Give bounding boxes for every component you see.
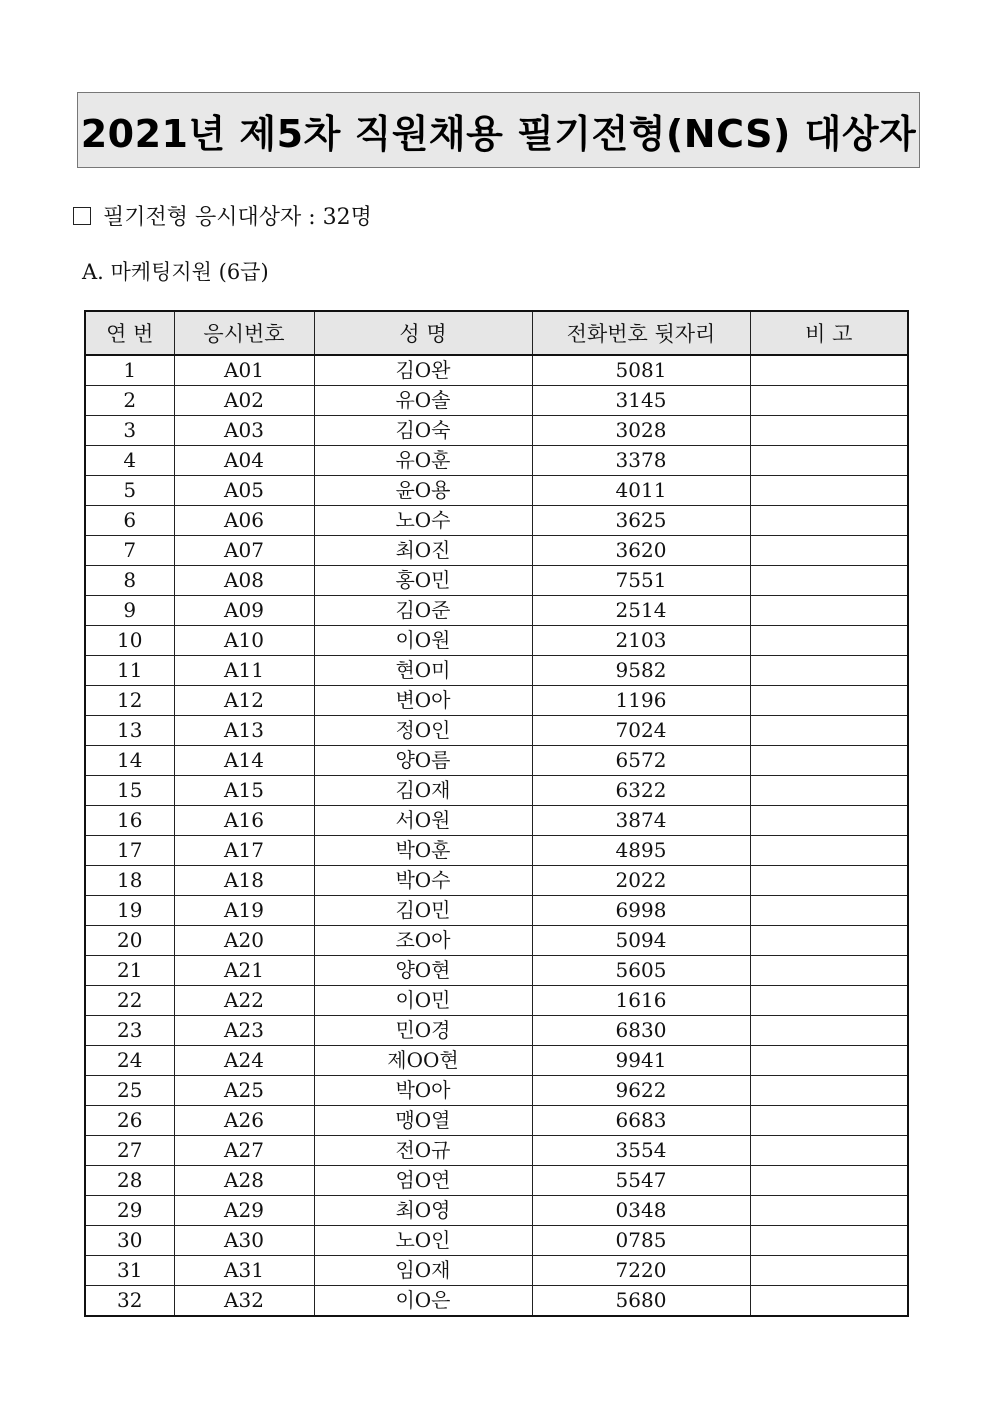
cell-name: 박O훈 <box>314 836 532 866</box>
cell-phone-last-digits: 3620 <box>532 536 750 566</box>
table-row <box>85 446 908 476</box>
cell-serial: 4 <box>85 446 174 476</box>
cell-serial: 19 <box>85 896 174 926</box>
header-phone-last-digits: 전화번호 뒷자리 <box>532 311 750 355</box>
cell-phone-last-digits: 9582 <box>532 656 750 686</box>
cell-phone-last-digits: 3554 <box>532 1136 750 1166</box>
cell-phone-last-digits: 5094 <box>532 926 750 956</box>
cell-remarks <box>750 1226 908 1256</box>
table-row <box>85 1016 908 1046</box>
cell-name: 노O인 <box>314 1226 532 1256</box>
cell-name: 박O수 <box>314 866 532 896</box>
cell-exam-number: A30 <box>174 1226 314 1256</box>
table-row <box>85 656 908 686</box>
cell-remarks <box>750 746 908 776</box>
table-row <box>85 776 908 806</box>
table-row <box>85 355 908 386</box>
cell-serial: 3 <box>85 416 174 446</box>
cell-exam-number: A14 <box>174 746 314 776</box>
cell-phone-last-digits: 5605 <box>532 956 750 986</box>
cell-phone-last-digits: 3145 <box>532 386 750 416</box>
summary-line <box>73 200 372 231</box>
cell-name: 윤O용 <box>314 476 532 506</box>
cell-remarks <box>750 566 908 596</box>
cell-serial: 30 <box>85 1226 174 1256</box>
cell-phone-last-digits: 7551 <box>532 566 750 596</box>
cell-phone-last-digits: 9941 <box>532 1046 750 1076</box>
cell-serial: 15 <box>85 776 174 806</box>
cell-exam-number: A28 <box>174 1166 314 1196</box>
cell-phone-last-digits: 1196 <box>532 686 750 716</box>
cell-phone-last-digits: 6572 <box>532 746 750 776</box>
cell-serial: 29 <box>85 1196 174 1226</box>
candidate-table <box>84 310 909 1317</box>
cell-remarks <box>750 1016 908 1046</box>
cell-serial: 20 <box>85 926 174 956</box>
cell-phone-last-digits: 1616 <box>532 986 750 1016</box>
cell-phone-last-digits: 5547 <box>532 1166 750 1196</box>
table-row <box>85 1256 908 1286</box>
cell-exam-number: A12 <box>174 686 314 716</box>
cell-phone-last-digits: 5680 <box>532 1286 750 1317</box>
cell-exam-number: A29 <box>174 1196 314 1226</box>
cell-exam-number: A27 <box>174 1136 314 1166</box>
table-row <box>85 626 908 656</box>
cell-serial: 23 <box>85 1016 174 1046</box>
cell-exam-number: A10 <box>174 626 314 656</box>
table-row <box>85 1076 908 1106</box>
cell-remarks <box>750 536 908 566</box>
cell-exam-number: A04 <box>174 446 314 476</box>
table-row <box>85 1226 908 1256</box>
cell-phone-last-digits: 4895 <box>532 836 750 866</box>
cell-exam-number: A21 <box>174 956 314 986</box>
cell-serial: 16 <box>85 806 174 836</box>
cell-phone-last-digits: 7024 <box>532 716 750 746</box>
cell-exam-number: A08 <box>174 566 314 596</box>
table-row <box>85 716 908 746</box>
cell-remarks <box>750 926 908 956</box>
cell-exam-number: A17 <box>174 836 314 866</box>
cell-exam-number: A25 <box>174 1076 314 1106</box>
cell-serial: 8 <box>85 566 174 596</box>
cell-name: 양O름 <box>314 746 532 776</box>
cell-exam-number: A09 <box>174 596 314 626</box>
cell-name: 제OO현 <box>314 1046 532 1076</box>
cell-remarks <box>750 956 908 986</box>
cell-serial: 2 <box>85 386 174 416</box>
cell-remarks <box>750 656 908 686</box>
cell-serial: 27 <box>85 1136 174 1166</box>
cell-exam-number: A26 <box>174 1106 314 1136</box>
cell-remarks <box>750 416 908 446</box>
cell-phone-last-digits: 0348 <box>532 1196 750 1226</box>
cell-serial: 5 <box>85 476 174 506</box>
table-row <box>85 566 908 596</box>
cell-remarks <box>750 1196 908 1226</box>
cell-exam-number: A18 <box>174 866 314 896</box>
cell-serial: 6 <box>85 506 174 536</box>
cell-name: 전O규 <box>314 1136 532 1166</box>
cell-remarks <box>750 626 908 656</box>
table-row <box>85 956 908 986</box>
cell-name: 최O영 <box>314 1196 532 1226</box>
cell-phone-last-digits: 2103 <box>532 626 750 656</box>
cell-serial: 28 <box>85 1166 174 1196</box>
cell-serial: 14 <box>85 746 174 776</box>
cell-name: 양O현 <box>314 956 532 986</box>
cell-exam-number: A13 <box>174 716 314 746</box>
cell-remarks <box>750 686 908 716</box>
table-row <box>85 746 908 776</box>
cell-name: 이O원 <box>314 626 532 656</box>
cell-name: 정O인 <box>314 716 532 746</box>
cell-name: 홍O민 <box>314 566 532 596</box>
page-title: 2021년 제5차 직원채용 필기전형(NCS) 대상자 <box>80 111 917 156</box>
cell-phone-last-digits: 9622 <box>532 1076 750 1106</box>
cell-exam-number: A31 <box>174 1256 314 1286</box>
cell-exam-number: A32 <box>174 1286 314 1317</box>
cell-name: 엄O연 <box>314 1166 532 1196</box>
section-heading: A. 마케팅지원 (6급) <box>82 260 269 284</box>
table-row <box>85 926 908 956</box>
cell-name: 현O미 <box>314 656 532 686</box>
cell-name: 이O은 <box>314 1286 532 1317</box>
table-row <box>85 596 908 626</box>
header-name: 성 명 <box>314 311 532 355</box>
cell-remarks <box>750 1076 908 1106</box>
cell-serial: 12 <box>85 686 174 716</box>
cell-name: 김O민 <box>314 896 532 926</box>
cell-remarks <box>750 596 908 626</box>
cell-phone-last-digits: 2022 <box>532 866 750 896</box>
table-row <box>85 506 908 536</box>
cell-name: 민O경 <box>314 1016 532 1046</box>
table-row <box>85 686 908 716</box>
cell-exam-number: A01 <box>174 355 314 386</box>
summary-label: 필기전형 응시대상자 : 32명 <box>103 205 372 230</box>
cell-exam-number: A20 <box>174 926 314 956</box>
cell-serial: 13 <box>85 716 174 746</box>
cell-phone-last-digits: 7220 <box>532 1256 750 1286</box>
cell-exam-number: A23 <box>174 1016 314 1046</box>
cell-remarks <box>750 1166 908 1196</box>
table-row <box>85 836 908 866</box>
cell-remarks <box>750 506 908 536</box>
cell-exam-number: A03 <box>174 416 314 446</box>
table-row <box>85 1166 908 1196</box>
cell-name: 김O숙 <box>314 416 532 446</box>
cell-remarks <box>750 1256 908 1286</box>
cell-phone-last-digits: 3874 <box>532 806 750 836</box>
cell-remarks <box>750 716 908 746</box>
table-row <box>85 476 908 506</box>
cell-serial: 11 <box>85 656 174 686</box>
cell-exam-number: A16 <box>174 806 314 836</box>
cell-remarks <box>750 986 908 1016</box>
cell-exam-number: A07 <box>174 536 314 566</box>
header-serial: 연 번 <box>85 311 174 355</box>
cell-serial: 1 <box>85 355 174 386</box>
table-row <box>85 866 908 896</box>
cell-remarks <box>750 836 908 866</box>
table-row <box>85 986 908 1016</box>
cell-exam-number: A06 <box>174 506 314 536</box>
cell-phone-last-digits: 3378 <box>532 446 750 476</box>
cell-remarks <box>750 476 908 506</box>
cell-phone-last-digits: 5081 <box>532 355 750 386</box>
table-row <box>85 1046 908 1076</box>
cell-name: 유O솔 <box>314 386 532 416</box>
cell-name: 서O원 <box>314 806 532 836</box>
cell-exam-number: A02 <box>174 386 314 416</box>
table-row <box>85 806 908 836</box>
cell-exam-number: A15 <box>174 776 314 806</box>
cell-remarks <box>750 1136 908 1166</box>
cell-remarks <box>750 776 908 806</box>
table-row <box>85 896 908 926</box>
cell-serial: 26 <box>85 1106 174 1136</box>
cell-phone-last-digits: 2514 <box>532 596 750 626</box>
cell-serial: 10 <box>85 626 174 656</box>
cell-phone-last-digits: 4011 <box>532 476 750 506</box>
cell-phone-last-digits: 6998 <box>532 896 750 926</box>
cell-exam-number: A05 <box>174 476 314 506</box>
cell-exam-number: A19 <box>174 896 314 926</box>
title-box <box>77 92 920 168</box>
cell-phone-last-digits: 6683 <box>532 1106 750 1136</box>
cell-serial: 18 <box>85 866 174 896</box>
cell-exam-number: A11 <box>174 656 314 686</box>
table-row <box>85 1136 908 1166</box>
cell-name: 김O준 <box>314 596 532 626</box>
cell-serial: 25 <box>85 1076 174 1106</box>
cell-phone-last-digits: 0785 <box>532 1226 750 1256</box>
cell-name: 최O진 <box>314 536 532 566</box>
header-exam-number: 응시번호 <box>174 311 314 355</box>
cell-remarks <box>750 1046 908 1076</box>
checkbox-square-icon <box>73 207 91 225</box>
cell-serial: 31 <box>85 1256 174 1286</box>
cell-name: 박O아 <box>314 1076 532 1106</box>
cell-name: 맹O열 <box>314 1106 532 1136</box>
cell-exam-number: A24 <box>174 1046 314 1076</box>
cell-phone-last-digits: 3028 <box>532 416 750 446</box>
cell-phone-last-digits: 6322 <box>532 776 750 806</box>
cell-remarks <box>750 1286 908 1317</box>
cell-name: 노O수 <box>314 506 532 536</box>
cell-name: 임O재 <box>314 1256 532 1286</box>
table-body <box>85 355 908 1316</box>
cell-name: 조O아 <box>314 926 532 956</box>
cell-name: 이O민 <box>314 986 532 1016</box>
cell-serial: 21 <box>85 956 174 986</box>
table-row <box>85 416 908 446</box>
cell-serial: 32 <box>85 1286 174 1317</box>
table-row <box>85 536 908 566</box>
cell-remarks <box>750 866 908 896</box>
cell-remarks <box>750 446 908 476</box>
cell-serial: 17 <box>85 836 174 866</box>
table-header-row <box>85 311 908 355</box>
cell-remarks <box>750 355 908 386</box>
cell-serial: 24 <box>85 1046 174 1076</box>
cell-name: 김O재 <box>314 776 532 806</box>
table-row <box>85 1286 908 1317</box>
table-row <box>85 386 908 416</box>
table-row <box>85 1106 908 1136</box>
cell-name: 유O훈 <box>314 446 532 476</box>
cell-name: 변O아 <box>314 686 532 716</box>
cell-remarks <box>750 806 908 836</box>
cell-serial: 9 <box>85 596 174 626</box>
cell-serial: 7 <box>85 536 174 566</box>
table-row <box>85 1196 908 1226</box>
header-remarks: 비 고 <box>750 311 908 355</box>
cell-name: 김O완 <box>314 355 532 386</box>
cell-remarks <box>750 1106 908 1136</box>
cell-remarks <box>750 386 908 416</box>
cell-remarks <box>750 896 908 926</box>
cell-phone-last-digits: 6830 <box>532 1016 750 1046</box>
cell-serial: 22 <box>85 986 174 1016</box>
cell-exam-number: A22 <box>174 986 314 1016</box>
cell-phone-last-digits: 3625 <box>532 506 750 536</box>
